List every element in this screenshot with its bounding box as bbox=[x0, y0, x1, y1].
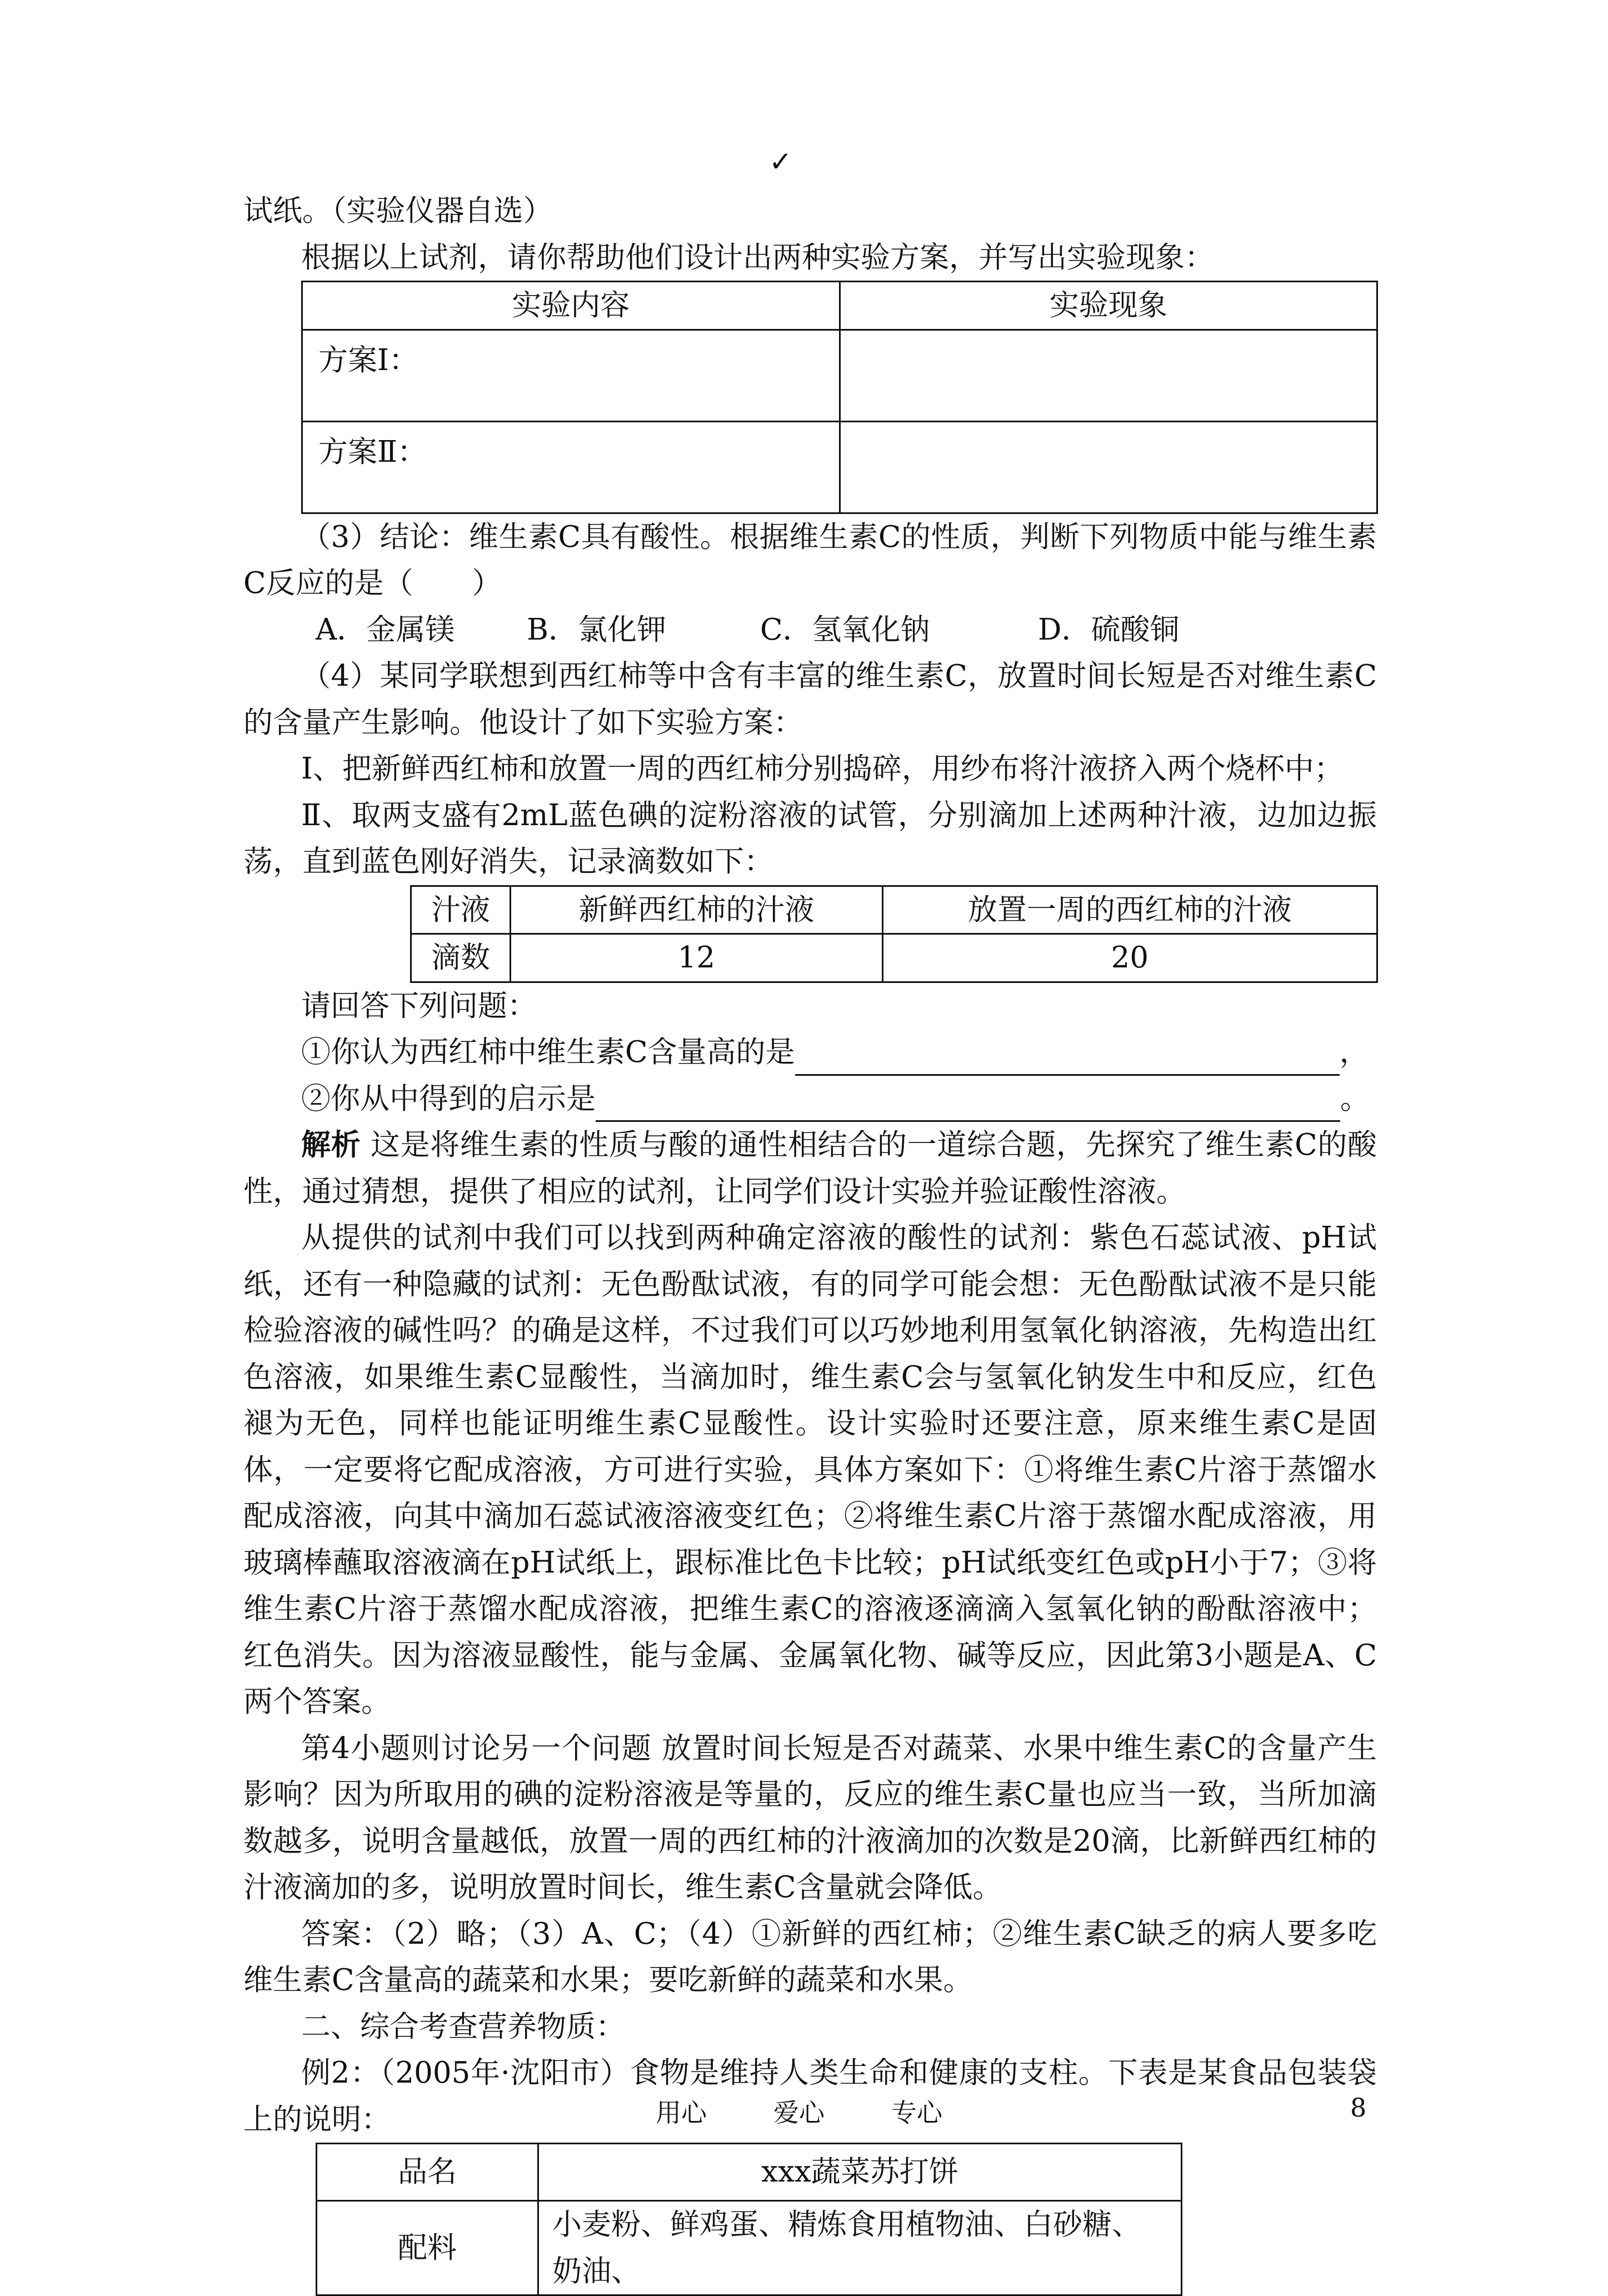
table2-cell: 20 bbox=[882, 934, 1377, 982]
question-3-options bbox=[243, 607, 1377, 653]
table2-cell: 12 bbox=[511, 934, 883, 982]
page-footer bbox=[656, 2093, 942, 2129]
answer-blank-2[interactable] bbox=[596, 1087, 1340, 1122]
option-d: D．硫酸铜 bbox=[1038, 612, 1180, 647]
table1-plan-1: 方案Ⅰ： bbox=[302, 330, 840, 421]
table1-plan-2-result bbox=[840, 421, 1377, 513]
sub-question-2-text: ②你从中得到的启示是 bbox=[301, 1081, 596, 1116]
checkmark: ✓ bbox=[769, 146, 792, 178]
footer-word: 用心 bbox=[656, 2098, 707, 2128]
question-4-explanation: 第4小题则讨论另一个问题 放置时间长短是否对蔬菜、水果中维生素C的含量产生影响？因为所取用的碘的淀粉溶液是等量的，反应的维生素C量也应当一致，当所加滴数越多，说明含量越低，放置一周的西红柿的汁液滴加的次数是20滴，比新鲜西红柿的汁液滴加的多，说明放置时间长，维生素C含量就会降低。 bbox=[243, 1731, 1377, 1904]
table1-header-phenomenon: 实验现象 bbox=[840, 282, 1377, 330]
drop-count-table bbox=[410, 885, 1378, 983]
section-heading: 二、综合考查营养物质： bbox=[301, 2009, 625, 2044]
sub-question-2-end: 。 bbox=[1340, 1081, 1370, 1116]
table3-cell: xxx蔬菜苏打饼 bbox=[538, 2144, 1182, 2201]
answer-paragraph: 答案：（2）略；（3）A、C；（4）①新鲜的西红柿；②维生素C缺乏的病人要多吃维生素C含量高的蔬菜和水果；要吃新鲜的蔬菜和水果。 bbox=[243, 1916, 1377, 1997]
table3-cell: 小麦粉、鲜鸡蛋、精炼食用植物油、白砂糖、奶油、 bbox=[538, 2201, 1182, 2295]
table2-cell: 新鲜西红柿的汁液 bbox=[511, 886, 883, 934]
table3-cell: 配料 bbox=[317, 2201, 538, 2295]
option-c: C．氢氧化钠 bbox=[760, 612, 930, 647]
table1-plan-2: 方案Ⅱ： bbox=[302, 421, 840, 513]
table2-cell: 汁液 bbox=[411, 886, 511, 934]
table3-cell: 品名 bbox=[317, 2144, 538, 2201]
sub-question-2 bbox=[243, 1076, 1377, 1122]
table1-header-content: 实验内容 bbox=[302, 282, 840, 330]
step-2: Ⅱ、取两支盛有2mL蓝色碘的淀粉溶液的试管，分别滴加上述两种汁液，边加边振荡，直到蓝色刚好消失，记录滴数如下： bbox=[243, 798, 1377, 879]
line-design-prompt: 根据以上试剂，请你帮助他们设计出两种实验方案，并写出实验现象： bbox=[301, 240, 1214, 274]
page-body bbox=[243, 188, 1377, 2296]
line-reagents: 试纸。（实验仪器自选） bbox=[243, 194, 553, 228]
page-number: 8 bbox=[1350, 2093, 1367, 2123]
answer-prompt: 请回答下列问题： bbox=[301, 989, 537, 1023]
experiment-plan-table bbox=[301, 281, 1378, 514]
question-3: （3）结论：维生素C具有酸性。根据维生素C的性质，判断下列物质中能与维生素C反应的是（ ） bbox=[243, 520, 1377, 600]
example-2: 例2：（2005年·沈阳市）食物是维持人类生命和健康的支柱。下表是某食品包装袋上的说明： bbox=[243, 2056, 1377, 2137]
answer-blank-1[interactable] bbox=[795, 1041, 1340, 1076]
footer-word: 专心 bbox=[891, 2098, 942, 2128]
analysis-text: 这是将维生素的性质与酸的通性相结合的一道综合题，先探究了维生素C的酸性，通过猜想，提供了相应的试剂，让同学们设计实验并验证酸性溶液。 bbox=[243, 1128, 1377, 1209]
sub-question-1 bbox=[243, 1029, 1377, 1076]
food-label-table bbox=[316, 2143, 1182, 2296]
question-4: （4）某同学联想到西红柿等中含有丰富的维生素C，放置时间长短是否对维生素C的含量产生影响。他设计了如下实验方案： bbox=[243, 659, 1377, 740]
table2-cell: 放置一周的西红柿的汁液 bbox=[882, 886, 1377, 934]
analysis-paragraph bbox=[243, 1122, 1377, 1215]
explanation-paragraph: 从提供的试剂中我们可以找到两种确定溶液的酸性的试剂：紫色石蕊试液、pH试纸，还有一种隐藏的试剂：无色酚酞试液，有的同学可能会想：无色酚酞试液不是只能检验溶液的碱性吗？的确是这样，不过我们可以巧妙地利用氢氧化钠溶液，先构造出红色溶液，如果维生素C显酸性，当滴加时，维生素C会与氢氧化钠发生中和反应，红色褪为无色，同样也能证明维生素C显酸性。设计实验时还要注意，原来维生素C是固体，一定要将它配成溶液，方可进行实验，具体方案如下：①将维生素C片溶于蒸馏水配成溶液，向其中滴加石蕊试液溶液变红色；②将维生素C片溶于蒸馏水配成溶液，用玻璃棒蘸取溶液滴在pH试纸上，跟标准比色卡比较；pH试纸变红色或pH小于7；③将维生素C片溶于蒸馏水配成溶液，把维生素C的溶液逐滴滴入氢氧化钠的酚酞溶液中；红色消失。因为溶液显酸性，能与金属、金属氧化物、碱等反应，因此第3小题是A、C两个答案。 bbox=[243, 1221, 1377, 1719]
footer-word: 爱心 bbox=[773, 2098, 825, 2128]
step-1: Ⅰ、把新鲜西红柿和放置一周的西红柿分别捣碎，用纱布将汁液挤入两个烧杯中； bbox=[301, 752, 1344, 786]
analysis-label: 解析 bbox=[301, 1127, 361, 1162]
table1-plan-1-result bbox=[840, 330, 1377, 421]
table2-cell: 滴数 bbox=[411, 934, 511, 982]
option-b: B．氯化钾 bbox=[527, 612, 666, 647]
option-a: A．金属镁 bbox=[316, 612, 455, 647]
sub-question-1-text: ①你认为西红柿中维生素C含量高的是 bbox=[301, 1035, 795, 1069]
sub-question-1-end: ， bbox=[1339, 1035, 1369, 1069]
